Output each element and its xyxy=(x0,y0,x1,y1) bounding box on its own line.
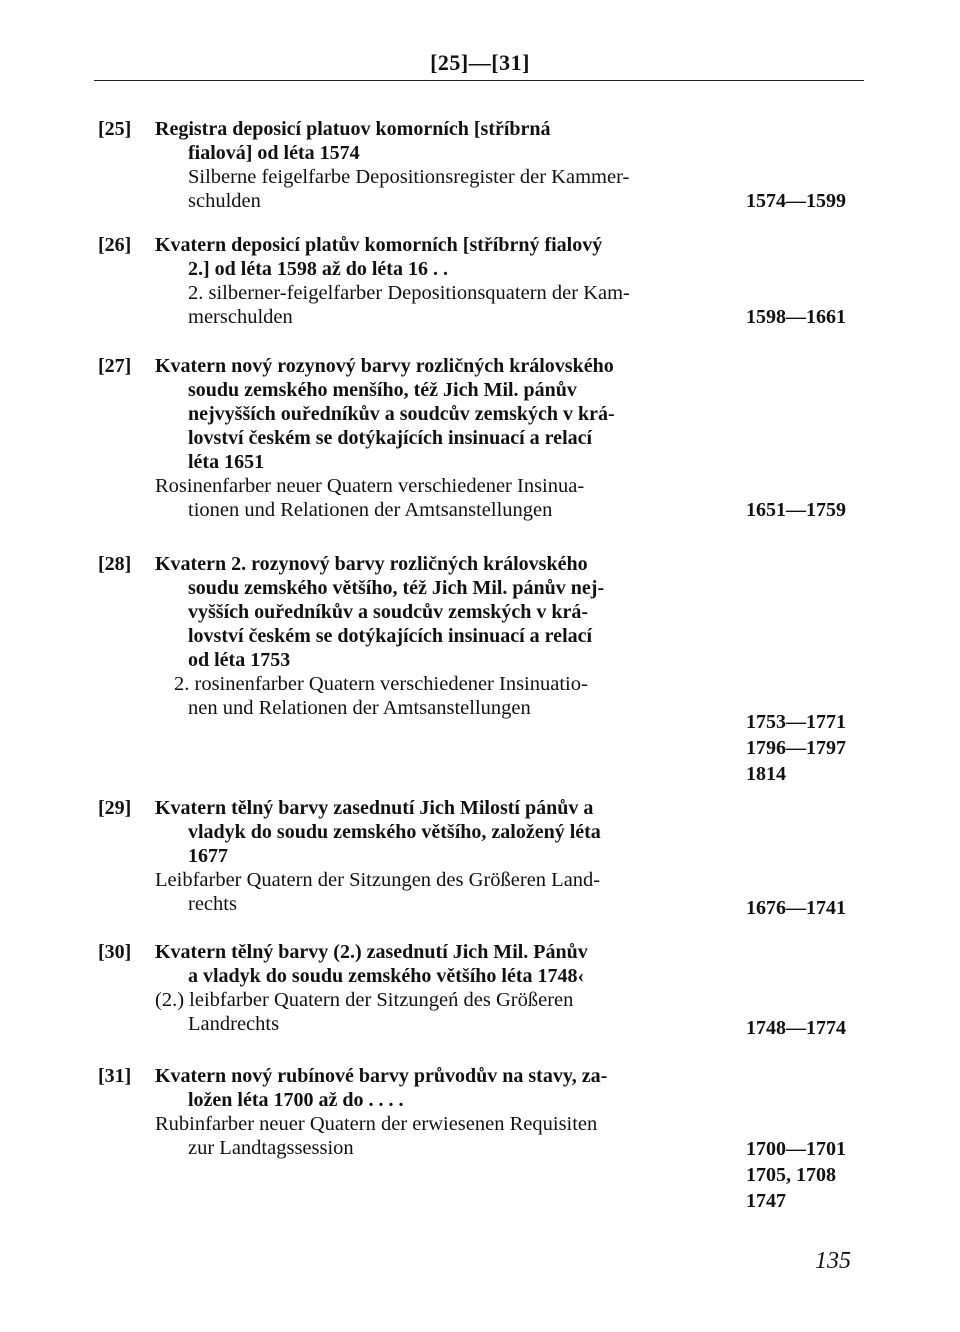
entry-25 xyxy=(98,117,868,213)
czech-title-line: Kvatern tělný barvy (2.) zasednutí Jich Mil. Pánův xyxy=(155,941,588,963)
header-rule xyxy=(94,80,864,81)
entry-number: [30] xyxy=(98,941,132,963)
czech-title-line: Kvatern tělný barvy zasednutí Jich Milostí pánův a xyxy=(155,797,594,819)
entry-29 xyxy=(98,796,868,919)
czech-title-line: 1677 xyxy=(188,845,228,867)
german-title-line: 2. silberner-feigelfarber Depositionsquatern der Kam- xyxy=(188,282,630,304)
german-title-line: Silberne feigelfarbe Depositionsregister der Kammer- xyxy=(188,166,630,188)
czech-title-line: fialová] od léta 1574 xyxy=(188,142,360,164)
year-range: 1574—1599 xyxy=(746,190,846,212)
year-range: 1753—1771 xyxy=(746,711,846,733)
german-title-line: Rubinfarber neuer Quatern der erwiesenen Requisiten xyxy=(155,1113,598,1135)
year-range: 1747 xyxy=(746,1190,786,1212)
year-range: 1676—1741 xyxy=(746,897,846,919)
german-title-line: Leibfarber Quatern der Sitzungen des Größeren Land- xyxy=(155,869,601,891)
czech-title-line: Kvatern nový rozynový barvy rozličných královského xyxy=(155,355,614,377)
czech-title-line: soudu zemského většího, též Jich Mil. pánův nej- xyxy=(188,577,605,599)
czech-title-line: léta 1651 xyxy=(188,451,265,473)
czech-title-line: Registra deposicí platuov komorních [stříbrná xyxy=(155,118,551,140)
german-title-line: Landrechts xyxy=(188,1013,280,1035)
year-range: 1796—1797 xyxy=(746,737,846,759)
entry-number: [31] xyxy=(98,1065,132,1087)
entry-number: [28] xyxy=(98,553,132,575)
year-range: 1700—1701 xyxy=(746,1138,846,1160)
entry-31 xyxy=(98,1064,868,1212)
german-title-line: nen und Relationen der Amtsanstellungen xyxy=(188,697,531,719)
year-list xyxy=(746,1136,846,1214)
german-title-line: zur Landtagssession xyxy=(188,1137,354,1159)
german-title-line: 2. rosinenfarber Quatern verschiedener Insinuatio- xyxy=(174,673,588,695)
czech-title-line: lovství českém se dotýkajících insinuací a relací xyxy=(188,427,593,449)
german-title-line: schulden xyxy=(188,190,261,212)
czech-title-line: lovství českém se dotýkajících insinuací a relací xyxy=(188,625,593,647)
czech-title-line: vyšších ouředníkův a soudcův zemských v krá- xyxy=(188,601,589,623)
entry-28 xyxy=(98,552,868,785)
german-title-line: Rosinenfarber neuer Quatern verschiedener Insinua- xyxy=(155,475,585,497)
year-range: 1598—1661 xyxy=(746,306,846,328)
czech-title-line: Kvatern nový rubínové barvy průvodův na stavy, za- xyxy=(155,1065,608,1087)
czech-title-line: nejvyšších ouředníkův a soudcův zemských v krá- xyxy=(188,403,615,425)
german-title-line: rechts xyxy=(188,893,237,915)
entry-number: [26] xyxy=(98,234,132,256)
czech-title-line: soudu zemského menšího, též Jich Mil. pánův xyxy=(188,379,577,401)
page-number: 135 xyxy=(815,1248,851,1274)
czech-title-line: vladyk do soudu zemského většího, založený léta xyxy=(188,821,601,843)
year-list xyxy=(746,709,846,787)
entry-27 xyxy=(98,354,868,522)
entry-30 xyxy=(98,940,868,1039)
year-range: 1651—1759 xyxy=(746,499,846,521)
year-range: 1814 xyxy=(746,763,786,785)
page-header: [25]—[31] xyxy=(430,50,530,75)
entry-number: [29] xyxy=(98,797,132,819)
czech-title-line: ložen léta 1700 až do . . . . xyxy=(188,1089,404,1111)
year-range: 1705, 1708 xyxy=(746,1164,836,1186)
czech-title-line: od léta 1753 xyxy=(188,649,291,671)
year-range: 1748—1774 xyxy=(746,1017,846,1039)
czech-title-line: Kvatern deposicí platův komorních [stříbrný fialový xyxy=(155,234,603,256)
entry-number: [27] xyxy=(98,355,132,377)
entry-26 xyxy=(98,233,868,329)
czech-title-line: 2.] od léta 1598 až do léta 16 . . xyxy=(188,258,448,280)
german-title-line: tionen und Relationen der Amtsanstellungen xyxy=(188,499,553,521)
czech-title-line: a vladyk do soudu zemského většího léta 1748‹ xyxy=(188,965,585,987)
entry-number: [25] xyxy=(98,118,132,140)
czech-title-line: Kvatern 2. rozynový barvy rozličných královského xyxy=(155,553,588,575)
german-title-line: (2.) leibfarber Quatern der Sitzungeń des Größeren xyxy=(155,989,574,1011)
german-title-line: merschulden xyxy=(188,306,293,328)
